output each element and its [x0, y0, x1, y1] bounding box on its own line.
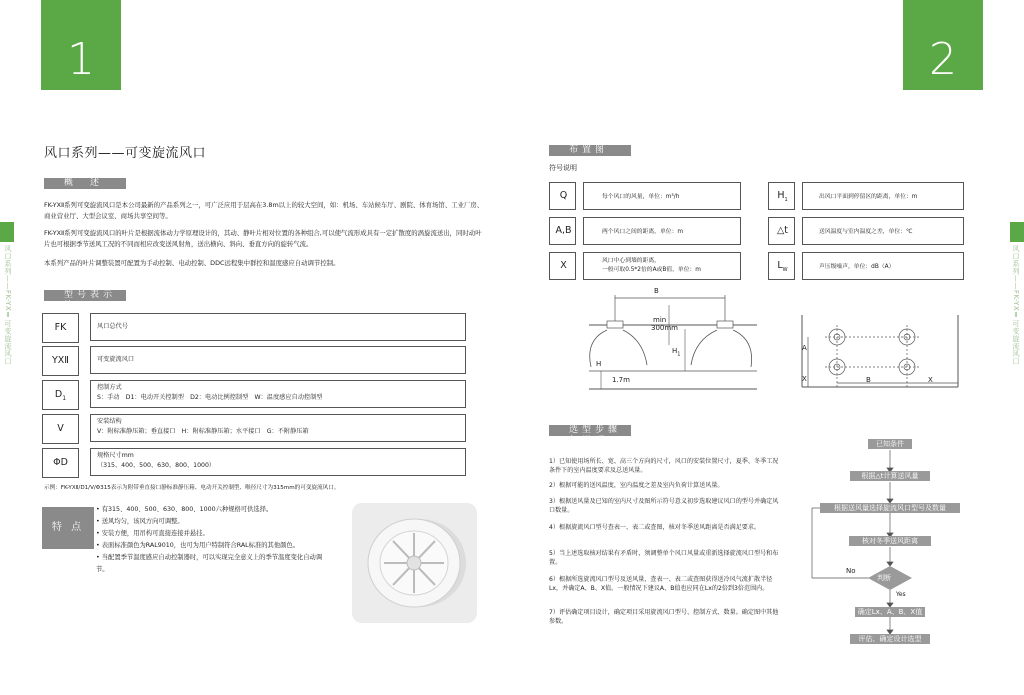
symbol-cell-h1: $H_1$ — [768, 182, 795, 210]
page-title: 风口系列——可变旋流风口 — [44, 146, 207, 161]
plan-label-a: A — [802, 344, 807, 352]
selection-step-2: 2）根据可能的送风温度，室内温度之差及室内负荷计算送风量。 — [549, 482, 724, 489]
features-list — [96, 504, 326, 576]
model-heading: 型号表示法 — [44, 290, 126, 301]
feature-item: • 安装方便，用吊构可直接连接并悬挂。 — [96, 530, 209, 537]
symbol-desc-h1: 出风口平面到停留区的距离，单位：m — [802, 182, 964, 210]
selection-step-7: 7）评估确定项目设计，确定项目采用旋流风口型号、控制方式、数量。确定图中其他参数。 — [549, 609, 779, 625]
overview-paragraph-1: FK-YXⅡ系列可变旋流风口是本公司最新的产品系列之一，可广泛应用于层高在3.8m以上的较大空间，如：机场、车站候车厅、剧院、体育场馆、工业厂房、商业营业厅、大型会议室、商场共享空间等。 — [44, 201, 484, 220]
overview-paragraph-3: 本系列产品的叶片调整装置可配置为手动控制、电动控制、DDC远程集中群控和温度感应自动调节控制。 — [44, 259, 340, 267]
symbol-desc-x: 风口中心到墙的距离， 一般可取0.5*2倍的A或B值，单位：m — [583, 252, 741, 280]
flow-no-label: No — [846, 567, 856, 575]
flow-confirm: 确定Lx、A、B、X值 — [855, 607, 925, 617]
page-number-tab-right: 2 — [903, 0, 983, 90]
model-code: FK — [42, 313, 79, 343]
selection-step-3: 3）根据送风量及已知的室内尺寸及图所示符号意义初步选取建议风口的型号并确定风口数量。 — [549, 498, 779, 514]
symbol-desc-lw: 声压级噪声，单位：dB（A） — [802, 252, 964, 280]
diagram-label-h1: $H_1$ — [672, 347, 681, 358]
selection-step-1: 1）已知使用场所长、宽、高三个方向的尺寸，风口的安装位置尺寸，夏季、冬季工况条件下的室内温度要求及总送风量。 — [549, 458, 779, 474]
selection-step-4: 4）根据旋流风口型号查表一、表二或查图，核对冬季送风距离是否满足要求。 — [549, 524, 761, 531]
flow-evaluate: 评估、确定设计选型 — [850, 634, 930, 644]
symbols-title: 符号说明 — [549, 164, 577, 172]
model-row-yx — [42, 346, 467, 376]
page-number-tab-left: 1 — [41, 0, 121, 90]
model-row-v — [42, 414, 467, 444]
swirl-diffuser-illustration — [352, 503, 477, 623]
feature-item: • 表面标准颜色为RAL9010，也可为用户特制符合RAL标准的其他颜色。 — [96, 542, 300, 549]
model-code: V — [42, 414, 79, 444]
diagram-label-17m: 1.7m — [612, 376, 630, 384]
flow-select: 根据送风量选择旋流风口型号及数量 — [820, 503, 960, 513]
diagram-label-b: B — [654, 287, 659, 295]
product-photo — [352, 503, 477, 623]
model-desc: 可变旋流风口 — [90, 346, 466, 374]
flow-decision-label: 判断 — [877, 574, 891, 582]
layout-heading: 布置图 — [549, 145, 631, 156]
symbol-cell-q: Q — [549, 182, 576, 210]
model-desc: 安装结构 V：附标准静压箱；垂直接口 H：附标准静压箱；水平接口 G：不附静压箱 — [90, 414, 466, 442]
model-code: $D_1$ — [42, 380, 79, 410]
diagram-label-min: min — [653, 316, 667, 324]
selection-heading: 选型步骤与说明 — [549, 425, 631, 436]
model-row-size — [42, 448, 467, 478]
flow-check: 核对冬季送风距离 — [849, 536, 931, 546]
model-desc: 规格尺寸mm （315、400、500、630、800、1000） — [90, 448, 466, 476]
diagram-label-h: H — [596, 360, 602, 368]
symbol-desc-dt: 送风温度与室内温度之差，单位：℃ — [802, 217, 964, 245]
selection-step-6: 6）根据所选旋流风口型号及送风量，查表一、表二或查图获得送冷风气流扩散半径Lx，并确定A、B、X值。一般情况下建议A、B值也应同在Lx的2倍到3倍范围内。 — [549, 576, 773, 592]
model-code: YXⅡ — [42, 346, 79, 376]
diagram-label-300mm: 300mm — [651, 324, 678, 332]
model-code: ΦD — [42, 448, 79, 478]
model-desc: 控制方式 S：手动 D1：电动开关控制型 D2：电动比例控制型 W：温度感应自动控制型 — [90, 380, 466, 408]
symbol-cell-ab: A,B — [549, 217, 576, 245]
plan-diagram — [780, 315, 965, 395]
symbol-cell-lw: $L_W$ — [768, 252, 795, 280]
model-row-fk — [42, 313, 467, 343]
model-example: 示例：FK-YXⅡ/D1/V/Φ315表示为附带垂直接口静标准静压箱、电动开关控制型、喉径尺寸为315mm的可变旋流风口。 — [44, 485, 340, 491]
side-label-right: 风口系列——FK-YXⅡ可变旋流风口 — [1012, 245, 1020, 365]
plan-label-x2: X — [928, 376, 933, 384]
feature-item: • 当配置季节温度感应自动控制器时，可以实现完全意义上的季节温度变化自动调节。 — [96, 554, 323, 573]
side-label-left: 风口系列——FK-YXⅡ可变旋流风口 — [4, 245, 12, 365]
flow-known: 已知条件 — [868, 439, 912, 449]
model-desc: 风口总代号 — [90, 313, 466, 341]
symbol-cell-x: X — [549, 252, 576, 280]
feature-item: • 送风均匀，该风方向可调整。 — [96, 518, 184, 525]
symbol-desc-q: 每个风口的风量，单位：m³/h — [583, 182, 741, 210]
side-tab-left — [0, 222, 14, 242]
flow-yes-label: Yes — [896, 591, 906, 598]
flow-calc: 根据△t计算送风量 — [850, 471, 930, 481]
overview-heading: 概 述 — [44, 178, 126, 189]
plan-label-b: B — [866, 376, 871, 384]
selection-step-5: 5）当上述选取核对结果有矛盾时，须调整单个风口风量或重新选择旋流风口型号和布置。 — [549, 550, 779, 566]
model-row-d — [42, 380, 467, 410]
overview-paragraph-2: FK-YXⅡ系列可变旋流风口的叶片是根据流体动力学原理设计的，其动、静叶片相对位置的各种组合,可以使气流形成具有一定扩散度的涡旋流送出，同时动叶片也可根据季节送风工况的不同而相应改变送风射角，送出横向、斜向、垂直方向的旋转气流。 — [44, 229, 482, 248]
symbol-desc-ab: 两个风口之间的距离，单位：m — [583, 217, 741, 245]
features-badge: 特 点 — [42, 507, 94, 549]
plan-label-x1: X — [802, 375, 807, 383]
symbol-cell-dt: △t — [768, 217, 795, 245]
side-tab-right — [1010, 222, 1024, 242]
feature-item: • 有315、400、500、630、800、1000六种规格可供选择。 — [96, 506, 273, 513]
